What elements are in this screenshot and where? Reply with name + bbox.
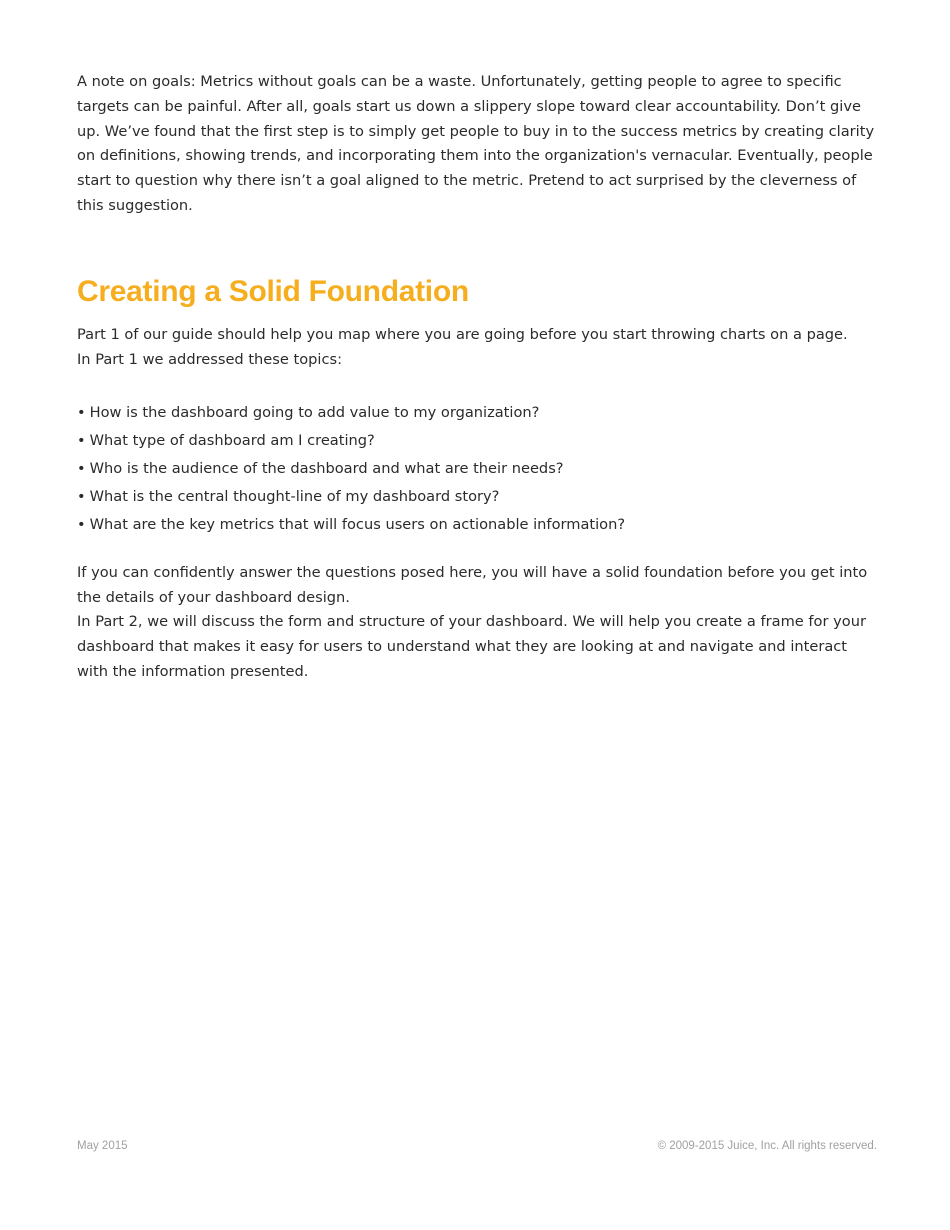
- bullet-icon: •: [77, 515, 86, 533]
- topics-list: [77, 399, 882, 539]
- bullet-icon: •: [77, 431, 86, 449]
- bullet-icon: •: [77, 403, 86, 421]
- list-item: [77, 399, 882, 427]
- topic-text: What type of dashboard am I creating?: [89, 431, 375, 449]
- footer-copyright: © 2009-2015 Juice, Inc. All rights reserved.: [657, 1140, 877, 1152]
- intro-line-2: In Part 1 we addressed these topics:: [77, 350, 343, 368]
- bullet-icon: •: [77, 487, 86, 505]
- document-page: [77, 70, 882, 685]
- footer-date: May 2015: [77, 1140, 128, 1152]
- closing-paragraph-1: If you can confidently answer the questions posed here, you will have a solid foundation before you get into the details of your dashboard design.: [77, 563, 868, 606]
- list-item: [77, 455, 882, 483]
- topic-text: How is the dashboard going to add value to my organization?: [89, 403, 540, 421]
- list-item: [77, 511, 882, 539]
- list-item: [77, 483, 882, 511]
- list-item: [77, 427, 882, 455]
- intro-line-1: Part 1 of our guide should help you map where you are going before you start throwing charts on a page.: [77, 325, 848, 343]
- goals-note-paragraph: A note on goals: Metrics without goals can be a waste. Unfortunately, getting people to agree to specific targets can be painful. After all, goals start us down a slippery slope toward clear accountability. Don’t give up. We’ve found that the first step is to simply get people to buy in to the success metrics by creating clarity on definitions, showing trends, and incorporating them into the organization's vernacular. Eventually, people start to question why there isn’t a goal aligned to the metric. Pretend to act surprised by the cleverness of this suggestion.: [77, 73, 875, 214]
- topic-text: What is the central thought-line of my dashboard story?: [89, 487, 500, 505]
- topic-text: Who is the audience of the dashboard and what are their needs?: [89, 459, 564, 477]
- closing-section: [77, 561, 882, 685]
- topic-text: What are the key metrics that will focus users on actionable information?: [89, 515, 626, 533]
- section-title: Creating a Solid Foundation: [77, 274, 469, 308]
- section-intro: [77, 322, 882, 372]
- bullet-icon: •: [77, 459, 86, 477]
- page-footer: [77, 1140, 877, 1152]
- closing-paragraph-2: In Part 2, we will discuss the form and structure of your dashboard. We will help you create a frame for your dashboard that makes it easy for users to understand what they are looking at and navigate and interact with the information presented.: [77, 613, 866, 680]
